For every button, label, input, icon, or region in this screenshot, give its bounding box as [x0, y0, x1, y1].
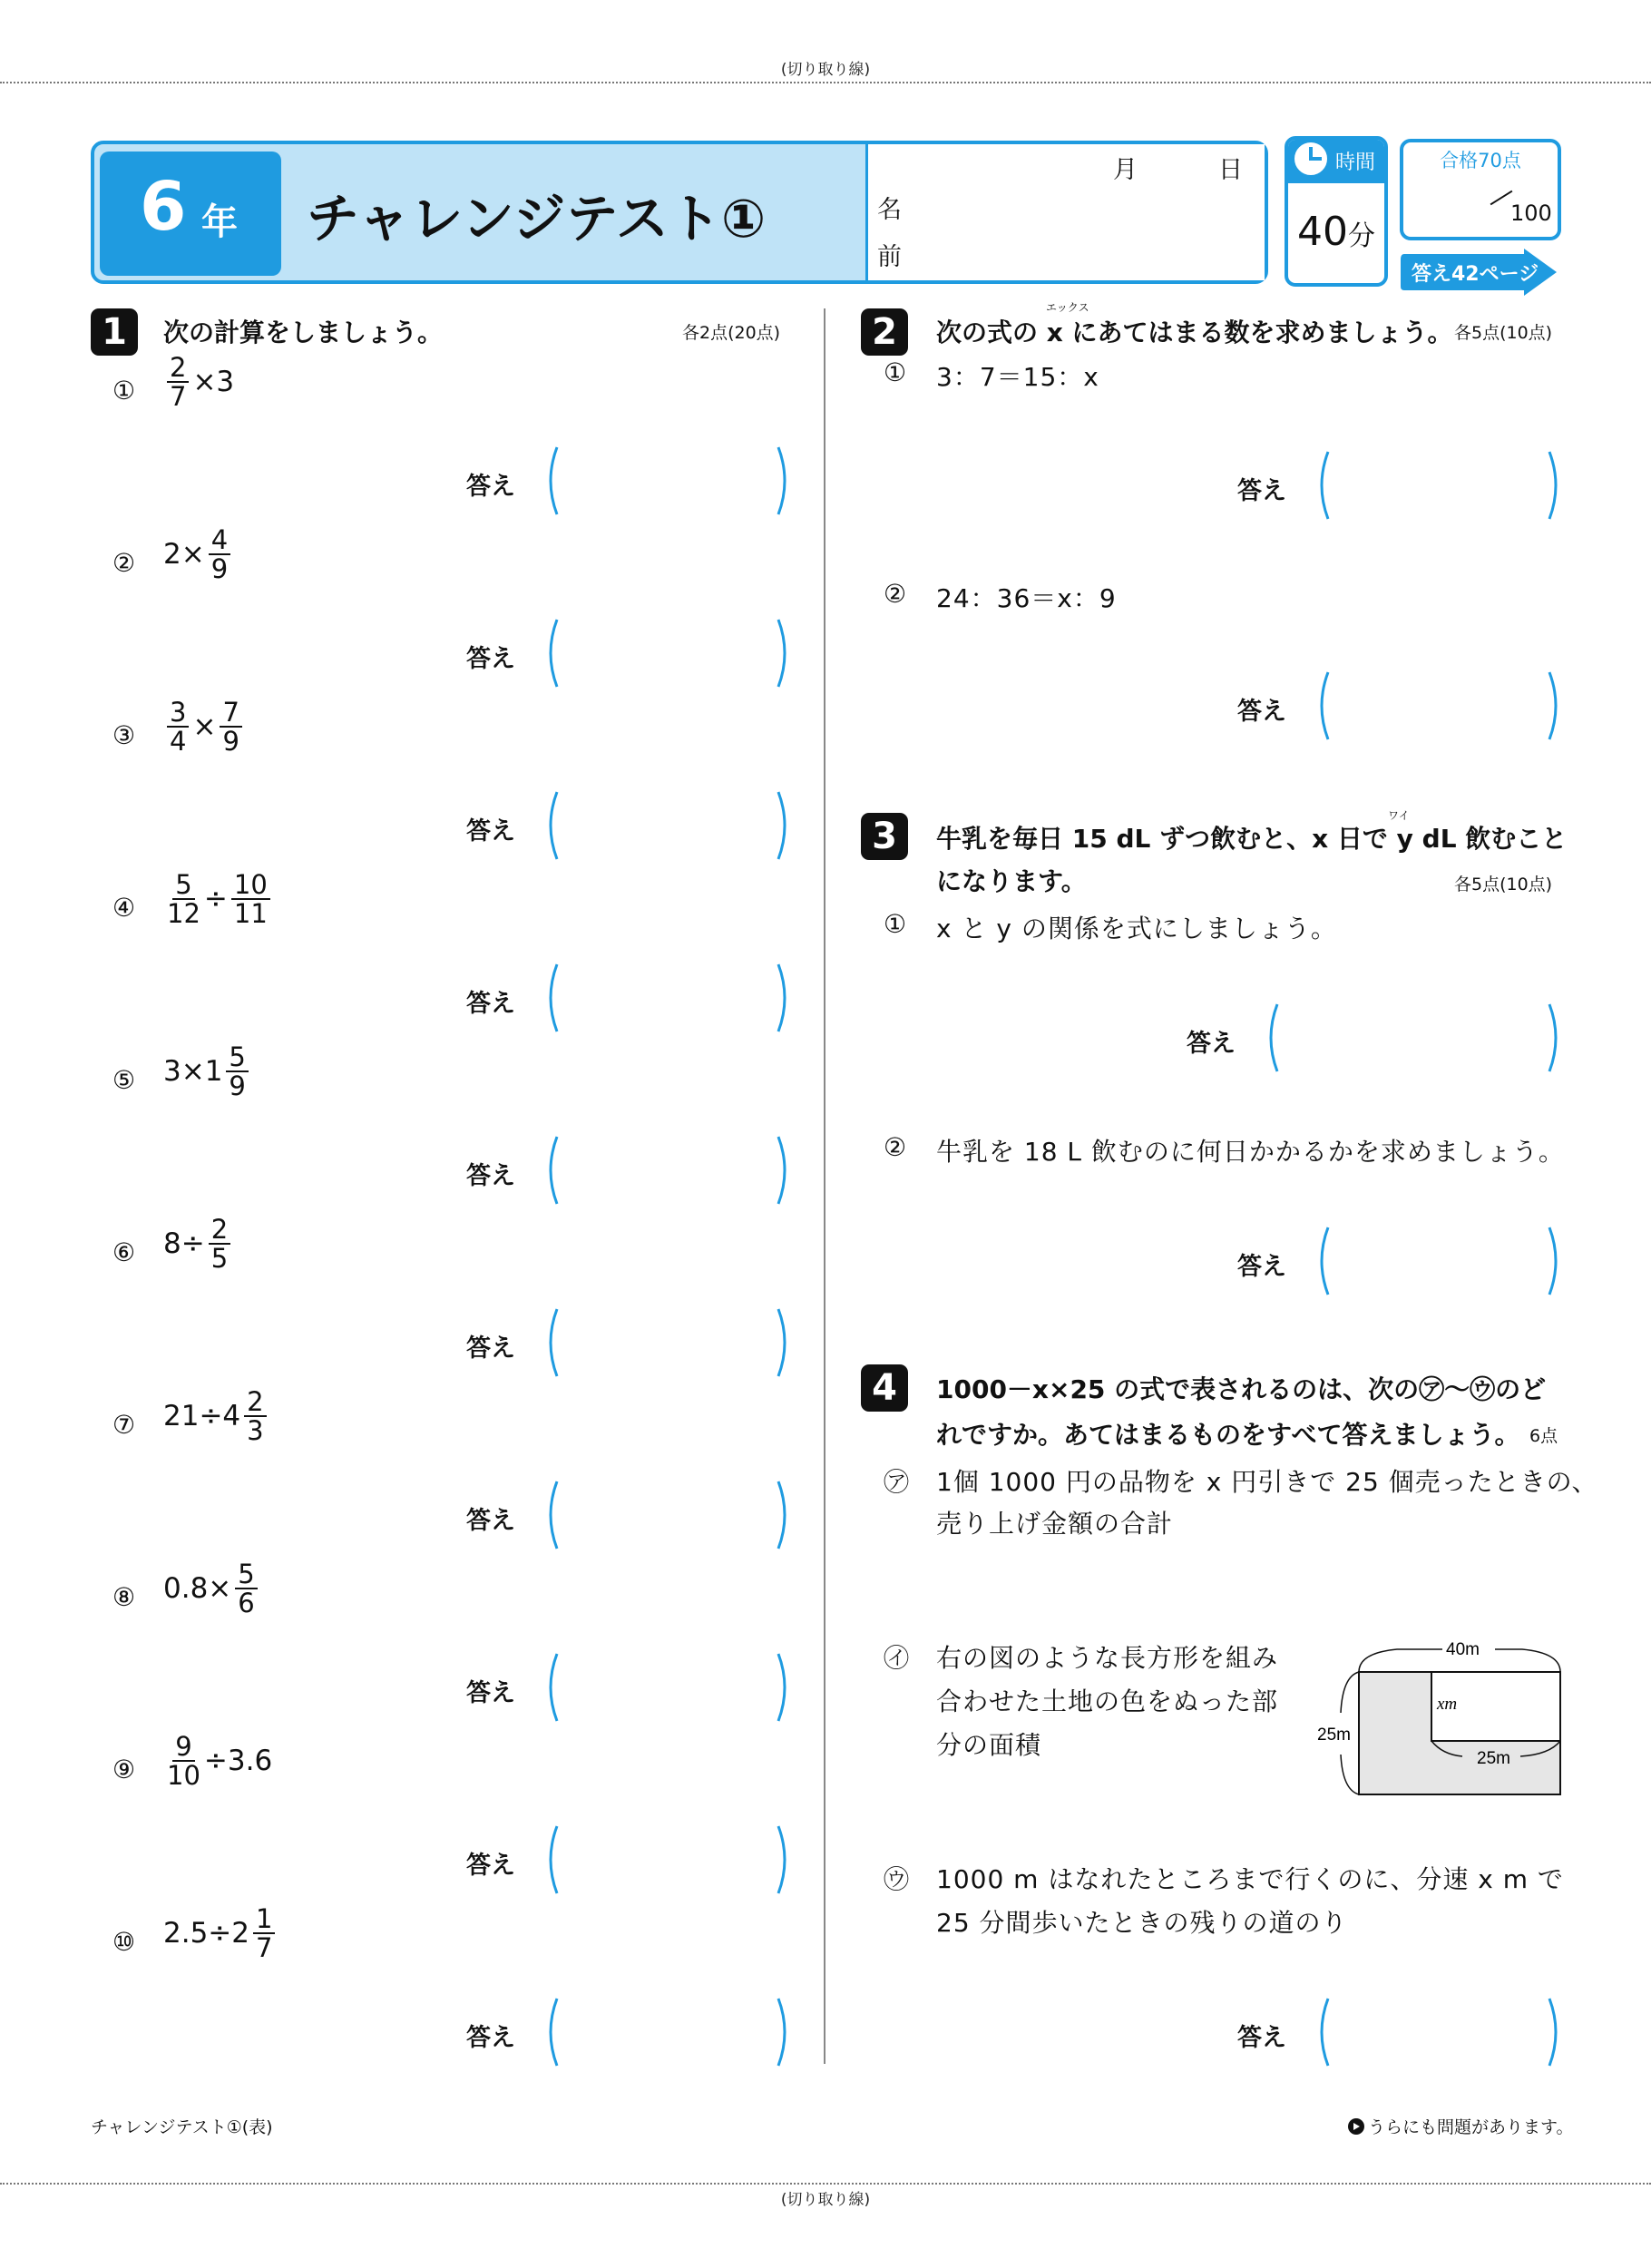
- fraction-denominator: 12: [167, 898, 200, 930]
- figure-label-inner-h: 25m: [1477, 1749, 1510, 1768]
- fraction: [209, 526, 230, 583]
- q1-points: 各2点(20点): [682, 323, 781, 343]
- q1-item-num: ③: [112, 720, 136, 750]
- q1-number: 1: [91, 308, 138, 356]
- q4-option-c-line1: 1000 m はなれたところまで行くのに、分速 x m で: [936, 1864, 1564, 1894]
- answer-open-paren-icon: [1314, 449, 1332, 522]
- fraction: [226, 1043, 248, 1100]
- answer-label: 答え: [1187, 1030, 1236, 1058]
- answer-label: 答え: [466, 473, 515, 501]
- answer-open-paren-icon: [1263, 1002, 1281, 1074]
- q3-item1: x と y の関係を式にしましょう。: [936, 914, 1337, 943]
- answer-close-paren-icon: [1546, 1002, 1564, 1074]
- answer-label: 答え: [1237, 1253, 1286, 1281]
- q2-item1-num: ①: [884, 357, 907, 387]
- answer-row[interactable]: [466, 1823, 793, 1896]
- cut-line-top: [0, 82, 1651, 83]
- q2-ruby: エックス: [1046, 301, 1089, 314]
- q1-item-expression: [163, 1388, 270, 1445]
- q4-option-b-line3: 分の面積: [936, 1730, 1042, 1760]
- answer-open-paren-icon: [542, 789, 561, 862]
- answer-row[interactable]: [1237, 449, 1564, 522]
- fraction-numerator: 3: [167, 699, 189, 728]
- q2-number: 2: [861, 308, 908, 356]
- figure-label-left: 25m: [1317, 1725, 1351, 1745]
- fraction: [231, 871, 270, 928]
- answer-close-paren-icon: [1546, 1996, 1564, 2068]
- q3-number: 3: [861, 813, 908, 860]
- fraction: [235, 1560, 257, 1618]
- fraction-numerator: 2: [167, 354, 189, 383]
- fraction-denominator: 9: [210, 553, 229, 585]
- answer-open-paren-icon: [542, 1823, 561, 1896]
- answer-row[interactable]: [466, 617, 793, 689]
- answer-row[interactable]: [466, 1651, 793, 1724]
- answer-open-paren-icon: [542, 1306, 561, 1379]
- q1-item-expression: [163, 1216, 234, 1273]
- expression-text: 3×1: [163, 1055, 223, 1089]
- fraction-denominator: 7: [256, 1932, 273, 1964]
- name-label-2: 前: [877, 243, 902, 271]
- footer-left: チャレンジテスト①(表): [91, 2117, 273, 2137]
- answer-open-paren-icon: [1314, 1225, 1332, 1297]
- fraction: [244, 1388, 266, 1445]
- q4-option-b-line1: 右の図のような長方形を組み: [936, 1643, 1279, 1673]
- answer-row[interactable]: [1237, 1225, 1564, 1297]
- fraction-numerator: 7: [220, 699, 241, 728]
- day-label: 日: [1218, 156, 1243, 184]
- answer-open-paren-icon: [542, 445, 561, 517]
- time-value: [1297, 209, 1375, 255]
- answer-open-paren-icon: [542, 1651, 561, 1724]
- name-date-box: [865, 144, 1265, 280]
- q4-text-line2: れですか。あてはまるものをすべて答えましょう。: [936, 1420, 1520, 1450]
- expression-text: ×3: [192, 366, 235, 399]
- fraction-denominator: 5: [210, 1243, 229, 1275]
- answer-open-paren-icon: [542, 1479, 561, 1551]
- fraction-denominator: 6: [238, 1588, 255, 1619]
- q2-points: 各5点(10点): [1454, 323, 1553, 343]
- answer-row[interactable]: [466, 445, 793, 517]
- q3-item1-num: ①: [884, 909, 907, 939]
- answer-open-paren-icon: [1314, 1996, 1332, 2068]
- land-figure: [1306, 1640, 1569, 1804]
- expression-text: 2.5÷2: [163, 1917, 249, 1950]
- fraction-denominator: 7: [170, 381, 187, 413]
- answer-row[interactable]: [466, 1479, 793, 1551]
- q3-text-line1: 牛乳を毎日 15 dL ずつ飲むと、x 日で y dL 飲むこと: [936, 824, 1568, 854]
- answer-close-paren-icon: [1546, 670, 1564, 742]
- q1-item-num: ⑨: [112, 1755, 136, 1784]
- fraction: [167, 354, 189, 411]
- time-unit: 分: [1348, 220, 1375, 252]
- figure-label-inner-v: xm: [1437, 1695, 1458, 1714]
- fraction-numerator: 10: [231, 871, 270, 900]
- q3-points: 各5点(10点): [1454, 875, 1553, 894]
- q4-option-a-line1: 1個 1000 円の品物を x 円引きで 25 個売ったときの、: [936, 1467, 1598, 1497]
- cut-label-top: (切り取り線): [780, 61, 871, 79]
- q1-item-expression: [163, 526, 234, 583]
- q1-item-expression: [163, 1733, 272, 1790]
- fraction: [167, 871, 200, 928]
- pass-label: 合格70点: [1440, 150, 1521, 171]
- answer-page-label: 答え42ページ: [1412, 263, 1539, 286]
- time-band: [1288, 140, 1384, 183]
- answer-close-paren-icon: [775, 1306, 793, 1379]
- expression-text: ÷3.6: [203, 1745, 273, 1778]
- fraction-numerator: 1: [253, 1905, 275, 1934]
- answer-label: 答え: [466, 1162, 515, 1190]
- fraction-numerator: 2: [244, 1388, 266, 1417]
- answer-label: 答え: [466, 2024, 515, 2052]
- expression-text: ×: [192, 710, 217, 744]
- turn-page-icon: [1348, 2118, 1364, 2135]
- answer-row[interactable]: [466, 1134, 793, 1207]
- q1-item-expression: [163, 1043, 252, 1100]
- q1-item-expression: [163, 1560, 261, 1618]
- footer-right: [1348, 2114, 1573, 2138]
- q1-item-expression: [163, 354, 234, 411]
- answer-close-paren-icon: [1546, 1225, 1564, 1297]
- answer-row[interactable]: [1187, 1002, 1564, 1074]
- fraction-denominator: 9: [222, 726, 239, 758]
- q3-item2: 牛乳を 18 L 飲むのに何日かかるかを求めましょう。: [936, 1137, 1565, 1167]
- fraction: [167, 1733, 200, 1790]
- q4-option-a-mark: ㋐: [884, 1467, 910, 1497]
- fraction: [253, 1905, 275, 1962]
- cut-label-bottom: (切り取り線): [780, 2191, 871, 2209]
- fraction-denominator: 11: [233, 898, 268, 930]
- fraction-numerator: 4: [209, 526, 230, 555]
- answer-close-paren-icon: [775, 1823, 793, 1896]
- score-slash: [1490, 191, 1513, 206]
- fraction-denominator: 4: [170, 726, 187, 758]
- answer-open-paren-icon: [542, 962, 561, 1034]
- q1-item-num: ④: [112, 893, 136, 923]
- q4-option-c-mark: ㋒: [884, 1864, 910, 1894]
- answer-label: 答え: [466, 817, 515, 846]
- answer-label: 答え: [1237, 698, 1286, 726]
- fraction-denominator: 10: [167, 1760, 200, 1792]
- q1-item-num: ⑤: [112, 1065, 136, 1095]
- answer-open-paren-icon: [542, 1996, 561, 2068]
- expression-text: 8÷: [163, 1227, 205, 1261]
- answer-close-paren-icon: [775, 445, 793, 517]
- expression-text: 2×: [163, 538, 205, 572]
- grade-suffix: 年: [201, 201, 238, 243]
- q3-text-line2: になります。: [936, 866, 1087, 896]
- q1-item-expression: [163, 1905, 278, 1962]
- fraction-numerator: 9: [172, 1733, 194, 1762]
- answer-row[interactable]: [466, 789, 793, 862]
- answer-close-paren-icon: [775, 1479, 793, 1551]
- answer-row[interactable]: [466, 962, 793, 1034]
- answer-label: 答え: [1237, 2024, 1286, 2052]
- answer-label: 答え: [466, 1852, 515, 1880]
- figure-label-top: 40m: [1446, 1640, 1480, 1659]
- answer-label: 答え: [466, 1334, 515, 1363]
- fraction: [167, 699, 189, 756]
- time-number: 40: [1297, 209, 1348, 255]
- grade-badge: [100, 152, 281, 276]
- q4-option-b-mark: ㋑: [884, 1643, 910, 1673]
- answer-label: 答え: [466, 990, 515, 1018]
- expression-text: 21÷4: [163, 1400, 241, 1433]
- answer-open-paren-icon: [542, 1134, 561, 1207]
- fraction-numerator: 5: [226, 1043, 248, 1072]
- q2-text: 次の式の x にあてはまる数を求めましょう。: [936, 318, 1453, 347]
- q2-item2: 24：36＝x：9: [936, 583, 1117, 613]
- score-total: 100: [1510, 200, 1552, 226]
- page-title: チャレンジテスト①: [307, 188, 767, 249]
- q4-option-a-line2: 売り上げ金額の合計: [936, 1509, 1174, 1539]
- fraction: [220, 699, 241, 756]
- answer-open-paren-icon: [542, 617, 561, 689]
- fraction-numerator: 5: [235, 1560, 257, 1589]
- q1-item-num: ①: [112, 376, 136, 406]
- fraction-numerator: 5: [172, 871, 194, 900]
- answer-close-paren-icon: [775, 789, 793, 862]
- answer-row[interactable]: [1237, 670, 1564, 742]
- q2-item2-num: ②: [884, 579, 907, 609]
- q4-option-b-line2: 合わせた土地の色をぬった部: [936, 1686, 1279, 1716]
- q1-item-num: ⑩: [112, 1927, 136, 1957]
- q1-item-num: ②: [112, 548, 136, 578]
- answer-label: 答え: [466, 1507, 515, 1535]
- q3-ruby: ワイ: [1388, 809, 1410, 822]
- expression-text: ÷: [203, 883, 228, 916]
- q3-item2-num: ②: [884, 1132, 907, 1162]
- q1-item-num: ⑦: [112, 1410, 136, 1440]
- expression-text: 0.8×: [163, 1572, 232, 1606]
- q1-item-num: ⑧: [112, 1582, 136, 1612]
- answer-label: 答え: [1237, 477, 1286, 505]
- answer-row[interactable]: [466, 1996, 793, 2068]
- name-label-1: 名: [877, 196, 902, 224]
- answer-row[interactable]: [466, 1306, 793, 1379]
- footer-right-text: うらにも問題があります。: [1368, 2117, 1574, 2137]
- answer-label: 答え: [466, 645, 515, 673]
- clock-icon: [1292, 140, 1330, 178]
- time-label: 時間: [1335, 152, 1376, 174]
- fraction-numerator: 2: [209, 1216, 230, 1245]
- answer-close-paren-icon: [775, 1651, 793, 1724]
- q4-number: 4: [861, 1364, 908, 1412]
- time-box: [1285, 136, 1388, 287]
- answer-close-paren-icon: [775, 1996, 793, 2068]
- fraction-denominator: 9: [229, 1070, 246, 1102]
- q2-item1: 3：7＝15：x: [936, 362, 1099, 392]
- grade-number: 6: [140, 168, 187, 246]
- answer-close-paren-icon: [775, 1134, 793, 1207]
- q1-item-expression: [163, 699, 246, 756]
- column-divider: [824, 308, 826, 2064]
- answer-row[interactable]: [1237, 1996, 1564, 2068]
- q4-text-line1: 1000－x×25 の式で表されるのは、次の㋐～㋒のど: [936, 1374, 1547, 1404]
- q1-text: 次の計算をしましょう。: [163, 318, 444, 347]
- answer-open-paren-icon: [1314, 670, 1332, 742]
- q1-item-num: ⑥: [112, 1237, 136, 1267]
- q1-item-expression: [163, 871, 274, 928]
- answer-label: 答え: [466, 1679, 515, 1707]
- answer-close-paren-icon: [1546, 449, 1564, 522]
- q4-option-c-line2: 25 分間歩いたときの残りの道のり: [936, 1908, 1348, 1938]
- answer-close-paren-icon: [775, 617, 793, 689]
- q4-points: 6点: [1529, 1426, 1558, 1446]
- month-label: 月: [1113, 156, 1138, 184]
- fraction: [209, 1216, 230, 1273]
- score-box: [1400, 139, 1561, 240]
- answer-close-paren-icon: [775, 962, 793, 1034]
- cut-line-bottom: [0, 2183, 1651, 2185]
- fraction-denominator: 3: [247, 1415, 264, 1447]
